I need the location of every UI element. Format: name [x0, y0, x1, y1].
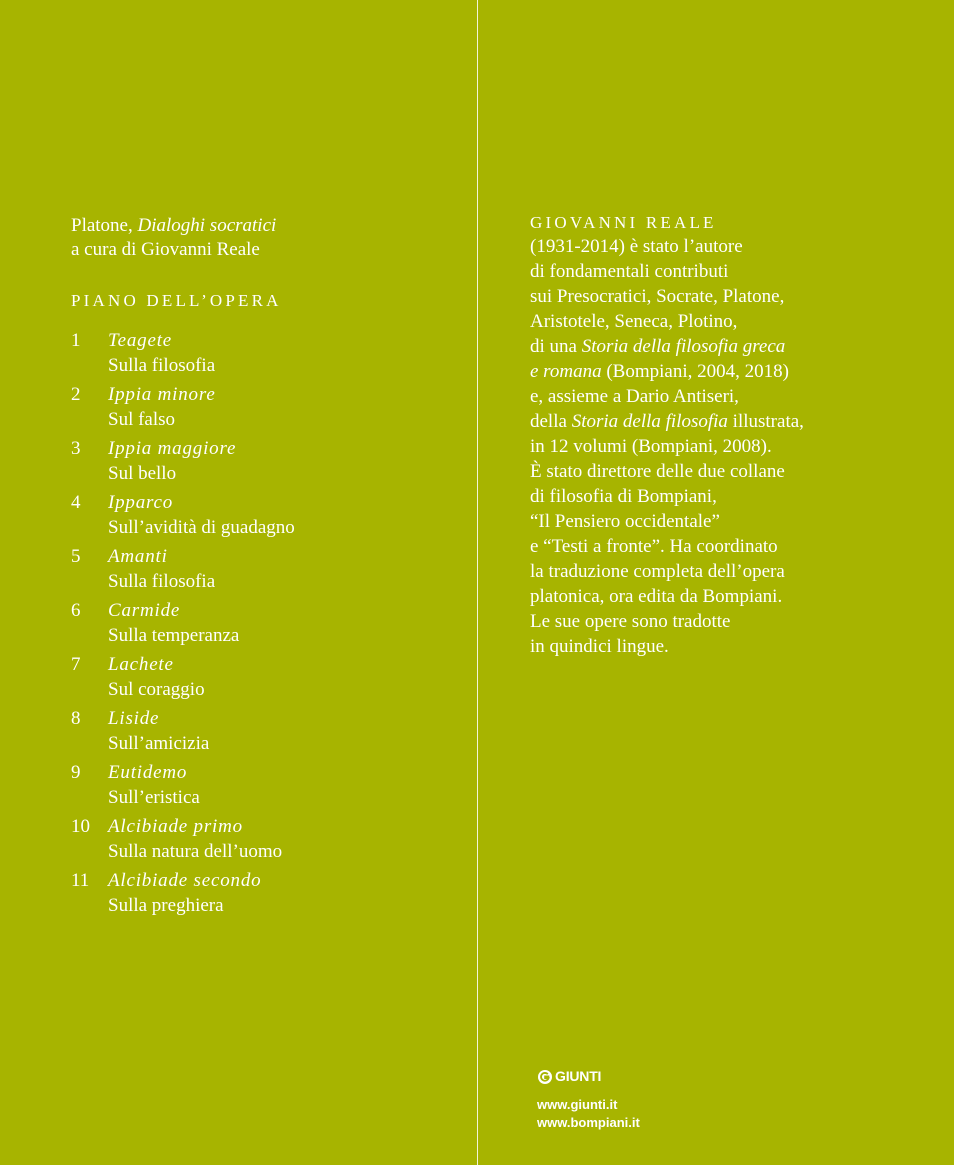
plan-item-text: [108, 490, 295, 544]
plan-item: [71, 868, 461, 922]
bio-line: di filosofia di Bompiani,: [530, 486, 717, 507]
bio-heading: GIOVANNI REALE: [530, 213, 717, 232]
plan-item-number: 11: [71, 870, 90, 891]
plan-item-text: [108, 328, 215, 382]
plan-item-title: Liside: [108, 708, 160, 729]
plan-item-number: 3: [71, 438, 81, 459]
plan-item-number: 5: [71, 546, 81, 567]
bio-line: [530, 409, 940, 434]
editor-line: a cura di Giovanni Reale: [71, 239, 260, 260]
plan-item-title: Lachete: [108, 654, 174, 675]
plan-item-text: [108, 868, 261, 922]
plan-heading: PIANO DELL’OPERA: [71, 291, 282, 310]
bio-line: la traduzione completa dell’opera: [530, 561, 785, 582]
plan-item-text: [108, 598, 239, 652]
plan-item-number: 8: [71, 708, 81, 729]
plan-item: [71, 652, 461, 706]
plan-item-number: 9: [71, 762, 81, 783]
plan-item-number: 4: [71, 492, 81, 513]
plan-item-subtitle: Sulla preghiera: [108, 895, 224, 916]
plan-item: [71, 544, 461, 598]
publisher-brand: [537, 1066, 640, 1086]
plan-item: [71, 436, 461, 490]
bompiani-website-link[interactable]: www.bompiani.it: [537, 1115, 640, 1130]
plan-item: [71, 706, 461, 760]
plan-item-subtitle: Sulla filosofia: [108, 355, 216, 376]
publisher-name: GIUNTI: [555, 1068, 602, 1084]
bio-line: Aristotele, Seneca, Plotino,: [530, 311, 738, 332]
bio-text: della: [530, 411, 572, 432]
bio-text: (Bompiani, 2004, 2018): [601, 361, 789, 382]
plan-item-title: Teagete: [108, 330, 173, 351]
bio-book-title: e romana: [530, 361, 602, 382]
bio-line: in 12 volumi (Bompiani, 2008).: [530, 436, 772, 457]
plan-item: [71, 328, 461, 382]
plan-item-subtitle: Sulla filosofia: [108, 571, 216, 592]
plan-item-text: [108, 814, 282, 868]
plan-item-subtitle: Sul falso: [108, 409, 176, 430]
plan-item-number: 1: [71, 330, 81, 351]
plan-item-text: [108, 760, 200, 814]
plan-item-subtitle: Sull’amicizia: [108, 733, 210, 754]
series-intro-author-title: [71, 214, 461, 238]
plan-item-title: Ippia maggiore: [108, 438, 237, 459]
plan-item-title: Alcibiade primo: [108, 816, 243, 837]
plan-item: [71, 760, 461, 814]
plan-item-title: Ipparco: [108, 492, 174, 513]
plan-item-subtitle: Sull’eristica: [108, 787, 200, 808]
plan-item-text: [108, 652, 205, 706]
publisher-block: [537, 1066, 640, 1132]
plan-item-number: 10: [71, 816, 90, 837]
bio-book-title: Storia della filosofia greca: [581, 336, 786, 357]
bio-line: Le sue opere sono tradotte: [530, 611, 731, 632]
bio-line: “Il Pensiero occidentale”: [530, 511, 720, 532]
plan-item-subtitle: Sulla temperanza: [108, 625, 240, 646]
plan-item-title: Ippia minore: [108, 384, 216, 405]
bio-line: e, assieme a Dario Antiseri,: [530, 386, 739, 407]
plan-item: [71, 490, 461, 544]
publisher-websites: [537, 1096, 640, 1132]
plan-list: [71, 328, 461, 922]
plan-item: [71, 598, 461, 652]
plan-item-text: [108, 382, 216, 436]
plan-item-title: Alcibiade secondo: [108, 870, 262, 891]
bio-line: sui Presocratici, Socrate, Platone,: [530, 286, 785, 307]
author-bio-column: [530, 212, 940, 659]
plan-item-number: 7: [71, 654, 81, 675]
bio-line: [530, 334, 940, 359]
plan-item-title: Eutidemo: [108, 762, 188, 783]
plan-item-subtitle: Sul coraggio: [108, 679, 205, 700]
bio-line: È stato direttore delle due collane: [530, 461, 785, 482]
plan-item-text: [108, 706, 209, 760]
plan-item-subtitle: Sull’avidità di guadagno: [108, 517, 295, 538]
plan-item-subtitle: Sul bello: [108, 463, 177, 484]
plan-item-title: Amanti: [108, 546, 168, 567]
bio-line: platonica, ora edita da Bompiani.: [530, 586, 783, 607]
plan-item-text: [108, 436, 236, 490]
bio-text: illustrata,: [727, 411, 804, 432]
bio-line: [530, 359, 940, 384]
series-plan-column: [71, 214, 461, 922]
plan-item-number: 2: [71, 384, 81, 405]
bio-line: di fondamentali contributi: [530, 261, 729, 282]
giunti-website-link[interactable]: www.giunti.it: [537, 1097, 618, 1112]
author-name: Platone,: [71, 215, 133, 236]
plan-item: [71, 382, 461, 436]
plan-item-title: Carmide: [108, 600, 181, 621]
bio-line: (1931-2014) è stato l’autore: [530, 236, 743, 257]
bio-text: di una: [530, 336, 582, 357]
bio-line: in quindici lingue.: [530, 636, 669, 657]
bio-line: e “Testi a fronte”. Ha coordinato: [530, 536, 778, 557]
plan-item: [71, 814, 461, 868]
plan-item-subtitle: Sulla natura dell’uomo: [108, 841, 283, 862]
bio-book-title: Storia della filosofia: [571, 411, 728, 432]
page-divider: [477, 0, 478, 1165]
giunti-logo-icon: [537, 1069, 553, 1085]
book-title: Dialoghi socratici: [137, 215, 277, 236]
plan-item-text: [108, 544, 215, 598]
plan-item-number: 6: [71, 600, 81, 621]
